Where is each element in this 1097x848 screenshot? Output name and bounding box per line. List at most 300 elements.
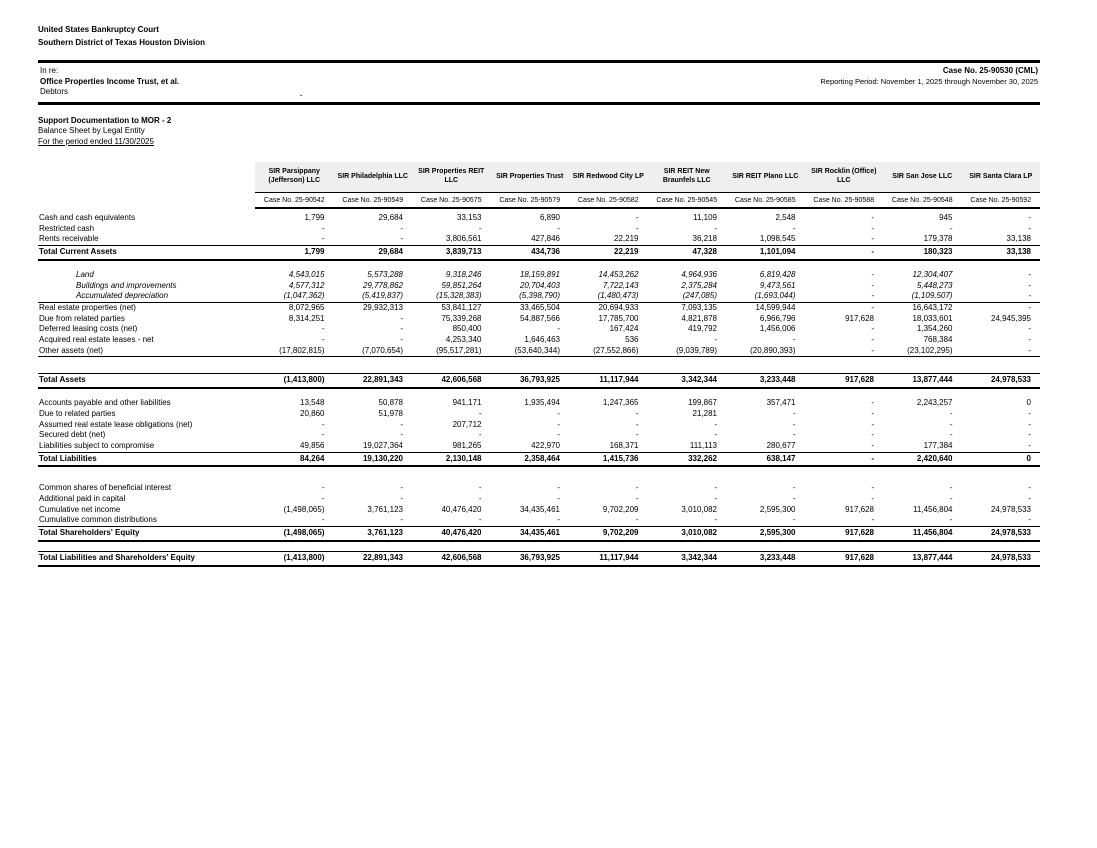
cell-value: 42,606,568 — [441, 375, 482, 385]
entity-name-header: SIR Philadelphia LLC — [334, 162, 413, 193]
cell-value: - — [321, 494, 325, 504]
cell-value: 20,860 — [300, 408, 325, 418]
cell-value: 6,819,428 — [759, 269, 796, 279]
cell-value: 17,785,700 — [598, 313, 639, 323]
cell-value: - — [400, 324, 403, 334]
in-re-label: In re: — [40, 66, 59, 75]
cell-value: - — [792, 483, 796, 493]
cell-value: - — [478, 515, 482, 525]
cell-value: (27,552,866) — [593, 345, 639, 355]
table-row — [38, 335, 1040, 346]
cell-value: - — [714, 430, 717, 440]
cell-value: 36,218 — [692, 234, 717, 244]
cell-value: 22,891,343 — [362, 375, 403, 385]
cell-value: 40,476,420 — [441, 528, 482, 538]
cell-value: (15,328,383) — [436, 291, 482, 301]
cell-value: (1,413,800) — [283, 375, 325, 385]
cell-value: 1,799 — [304, 247, 325, 257]
cell-value: - — [792, 335, 796, 345]
court-division: Southern District of Texas Houston Division — [38, 37, 205, 47]
cell-value: 33,138 — [1006, 247, 1031, 257]
cell-value: - — [871, 269, 874, 279]
cell-value: (23,102,295) — [907, 345, 953, 355]
cell-value: - — [871, 247, 874, 257]
cell-value: 24,978,533 — [990, 528, 1031, 538]
cell-value: 11,456,804 — [912, 528, 953, 538]
cell-value: 22,219 — [614, 234, 639, 244]
row-label: Due to related parties — [39, 408, 116, 418]
cell-value: 357,471 — [766, 398, 796, 408]
entity-case-no: Case No. 25-90579 — [491, 193, 570, 209]
cell-value: 59,851,264 — [441, 280, 482, 290]
table-row — [38, 494, 1040, 505]
cell-value: (1,413,800) — [283, 552, 325, 562]
cell-value: 981,265 — [452, 440, 482, 450]
row-label: Total Liabilities — [39, 453, 97, 463]
cell-value: - — [949, 515, 953, 525]
row-label: Accumulated depreciation — [76, 291, 169, 301]
cell-value: 84,264 — [300, 453, 325, 463]
cell-value: - — [635, 430, 639, 440]
cell-value: 7,093,135 — [681, 302, 717, 312]
cell-value: 536 — [625, 335, 639, 345]
cell-value: - — [400, 335, 403, 345]
row-label: Real estate properties (net) — [39, 302, 136, 312]
row-label: Cash and cash equivalents — [39, 213, 136, 222]
cell-value: 111,113 — [689, 440, 717, 450]
cell-value: 29,778,862 — [362, 280, 403, 290]
table-row — [38, 483, 1040, 494]
table-row — [38, 291, 1040, 302]
cell-value: - — [871, 494, 874, 504]
cell-value: 917,628 — [845, 504, 874, 514]
cell-value: 11,456,804 — [913, 504, 953, 514]
cell-value: - — [1028, 440, 1031, 450]
cell-value: - — [400, 313, 403, 323]
doc-title-mor: Support Documentation to MOR - 2 — [38, 115, 172, 125]
table-row — [38, 213, 1040, 224]
cell-value: 18,159,891 — [519, 269, 560, 279]
spacer-row — [38, 467, 1040, 483]
doc-title-balance-sheet: Balance Sheet by Legal Entity — [38, 126, 145, 135]
cell-value: (20,890,393) — [750, 345, 796, 355]
debtor-name: Office Properties Income Trust, et al. — [40, 76, 180, 86]
cell-value: - — [871, 398, 874, 408]
cell-value: 42,606,568 — [441, 552, 482, 562]
cell-value: - — [400, 419, 403, 429]
cell-value: - — [1028, 408, 1031, 418]
cell-value: 941,171 — [452, 398, 482, 408]
cell-value: 3,010,082 — [681, 504, 717, 514]
cell-value: - — [400, 223, 403, 233]
table-body — [38, 209, 1040, 567]
cell-value: 2,420,640 — [916, 453, 953, 463]
cell-value: - — [557, 408, 560, 418]
cell-value: - — [635, 483, 639, 493]
cell-value: - — [1028, 494, 1031, 504]
cell-value: 3,233,448 — [759, 552, 796, 562]
spacer-row — [38, 389, 1040, 398]
cell-value: 1,415,736 — [602, 453, 639, 463]
table-row — [38, 270, 1040, 281]
cell-value: 24,978,533 — [990, 375, 1031, 385]
cell-value: - — [478, 408, 482, 418]
cell-value: - — [321, 223, 325, 233]
cell-value: 207,712 — [452, 419, 482, 429]
cell-value: - — [557, 430, 560, 440]
cell-value: 917,628 — [845, 375, 874, 385]
cell-value: 36,793,925 — [519, 552, 560, 562]
cell-value: - — [1028, 280, 1031, 290]
cell-value: 4,964,936 — [681, 269, 717, 279]
table-row — [38, 409, 1040, 420]
cell-value: 4,821,878 — [681, 313, 717, 323]
cell-value: - — [478, 430, 482, 440]
cell-value: 51,978 — [378, 408, 403, 418]
cell-value: - — [557, 483, 560, 493]
cell-value: - — [1028, 345, 1031, 355]
table-row — [38, 452, 1040, 468]
cell-value: 3,342,344 — [681, 375, 717, 385]
cell-value: - — [871, 419, 874, 429]
cell-value: - — [949, 483, 953, 493]
cell-value: 29,684 — [378, 213, 403, 222]
entity-case-no: Case No. 25-90585 — [726, 193, 805, 209]
spacer-row — [38, 542, 1040, 551]
table-row — [38, 526, 1040, 542]
cell-value: 34,435,461 — [519, 528, 560, 538]
cell-value: 13,548 — [300, 398, 325, 408]
cell-value: 5,573,288 — [367, 269, 403, 279]
cell-value: - — [792, 223, 796, 233]
cell-value: - — [792, 494, 796, 504]
entity-case-no: Case No. 25-90588 — [805, 193, 884, 209]
cell-value: - — [1028, 419, 1031, 429]
cell-value: - — [321, 335, 325, 345]
cell-value: 29,684 — [378, 247, 403, 257]
table-row — [38, 314, 1040, 325]
cell-value: 945 — [939, 213, 953, 222]
entity-name-header: SIR Parsippany (Jefferson) LLC — [255, 162, 334, 193]
cell-value: - — [792, 408, 796, 418]
table-row — [38, 505, 1040, 516]
cell-value: - — [400, 234, 403, 244]
cell-value: - — [635, 515, 639, 525]
cell-value: 11,117,944 — [599, 552, 639, 562]
cell-value: 1,799 — [304, 213, 325, 222]
header-label-spacer — [38, 162, 255, 193]
cell-value: (1,109,507) — [911, 291, 953, 301]
cell-value: 1,646,463 — [524, 335, 560, 345]
cell-value: 20,694,933 — [598, 302, 639, 312]
cell-value: 24,945,395 — [990, 313, 1031, 323]
cell-value: - — [557, 515, 560, 525]
cell-value: (5,398,790) — [519, 291, 560, 301]
cell-value: 8,072,965 — [288, 302, 325, 312]
case-banner-left — [40, 66, 179, 98]
cell-value: 4,577,312 — [288, 280, 325, 290]
cell-value: 2,375,284 — [681, 280, 717, 290]
cell-value: 8,314,251 — [288, 313, 325, 323]
row-label: Other assets (net) — [39, 345, 104, 355]
cell-value: - — [714, 335, 717, 345]
cell-value: - — [714, 494, 717, 504]
spacer-row — [38, 261, 1040, 270]
cell-value: - — [557, 324, 560, 334]
cell-value: 280,677 — [766, 440, 796, 450]
page-content — [38, 0, 1040, 567]
table-row — [38, 515, 1040, 526]
entity-case-no: Case No. 25-90582 — [569, 193, 648, 209]
row-label: Common shares of beneficial interest — [39, 483, 172, 493]
row-label: Additional paid in capital — [39, 494, 126, 504]
cell-value: 33,153 — [457, 213, 482, 222]
cell-value: - — [478, 483, 482, 493]
row-label: Total Assets — [39, 375, 86, 385]
cell-value: (95,517,281) — [436, 345, 482, 355]
cell-value: - — [400, 494, 403, 504]
cell-value: 2,358,464 — [524, 453, 560, 463]
cell-value: (7,070,654) — [362, 345, 403, 355]
cell-value: 3,761,123 — [367, 528, 403, 538]
cell-value: 14,599,944 — [755, 302, 796, 312]
cell-value: 29,932,313 — [362, 302, 403, 312]
cell-value: 180,323 — [923, 247, 953, 257]
row-label: Liabilities subject to compromise — [39, 440, 155, 450]
cell-value: 9,318,246 — [445, 269, 482, 279]
entity-case-no: Case No. 25-90542 — [255, 193, 334, 209]
cell-value: 3,761,123 — [367, 504, 403, 514]
cell-value: 2,243,257 — [916, 398, 953, 408]
balance-sheet-table — [38, 162, 1040, 567]
cell-value: 2,595,300 — [759, 504, 796, 514]
case-banner — [38, 60, 1040, 105]
cell-value: 9,702,209 — [602, 528, 639, 538]
cell-value: 1,354,260 — [916, 324, 953, 334]
table-row — [38, 551, 1040, 567]
cell-value: - — [321, 324, 325, 334]
cell-value: 49,856 — [300, 440, 325, 450]
cell-value: 638,147 — [766, 453, 796, 463]
cell-value: - — [714, 223, 717, 233]
entity-case-no: Case No. 25-90548 — [883, 193, 962, 209]
cell-value: 4,253,340 — [445, 335, 482, 345]
cell-value: - — [949, 419, 953, 429]
cell-value: 3,342,344 — [681, 552, 717, 562]
debtors-label: Debtors — [40, 87, 69, 96]
case-number: Case No. 25-90530 (CML) — [942, 66, 1038, 75]
cell-value: 14,453,262 — [598, 269, 639, 279]
cell-value: 768,384 — [923, 335, 953, 345]
table-row — [38, 302, 1040, 314]
cell-value: - — [871, 302, 874, 312]
cell-value: - — [871, 291, 874, 301]
cell-value: - — [871, 440, 874, 450]
cell-value: - — [321, 430, 325, 440]
cell-value: 177,384 — [923, 440, 953, 450]
cell-value: 54,887,566 — [519, 313, 560, 323]
cell-value: 419,792 — [688, 324, 717, 334]
cell-value: 332,262 — [688, 453, 717, 463]
cell-value: 5,448,273 — [916, 280, 953, 290]
table-row — [38, 324, 1040, 335]
table-row — [38, 224, 1040, 235]
cell-value: (1,498,065) — [283, 528, 325, 538]
row-label: Total Current Assets — [39, 247, 117, 257]
cell-value: - — [321, 515, 325, 525]
cell-value: (1,047,362) — [283, 291, 325, 301]
cell-value: (53,640,344) — [514, 345, 560, 355]
reporting-period: Reporting Period: November 1, 2025 through November 30, 2025 — [820, 76, 1038, 86]
entity-case-no: Case No. 25-90575 — [412, 193, 491, 209]
cell-value: 4,543,015 — [288, 269, 325, 279]
cell-value: 6,966,796 — [759, 313, 796, 323]
cell-value: - — [321, 234, 325, 244]
table-row — [38, 430, 1040, 441]
cell-value: 40,476,420 — [441, 504, 482, 514]
table-row — [38, 420, 1040, 431]
row-label: Secured debt (net) — [39, 430, 106, 440]
cell-value: - — [871, 324, 874, 334]
row-label: Buildings and improvements — [76, 280, 177, 290]
entity-name-header: SIR Redwood City LP — [569, 162, 648, 193]
cell-value: - — [871, 408, 874, 418]
entity-name-header: SIR San Jose LLC — [883, 162, 962, 193]
cell-value: - — [871, 515, 874, 525]
cell-value: 917,628 — [845, 552, 874, 562]
cell-value: (1,498,065) — [283, 504, 325, 514]
row-label: Total Liabilities and Shareholders' Equity — [39, 552, 196, 562]
cell-value: - — [1028, 324, 1031, 334]
cell-value: 167,424 — [609, 324, 639, 334]
cell-value: 33,465,504 — [519, 302, 560, 312]
cell-value: - — [635, 419, 639, 429]
cell-value: 917,628 — [845, 528, 874, 538]
cell-value: - — [792, 430, 796, 440]
cell-value: - — [1028, 515, 1031, 525]
cell-value: - — [871, 234, 874, 244]
cell-value: 0 — [1026, 398, 1031, 408]
entity-case-no: Case No. 25-90592 — [962, 193, 1041, 209]
cell-value: (1,480,473) — [597, 291, 639, 301]
cell-value: (1,693,044) — [754, 291, 796, 301]
cell-value: 21,281 — [692, 408, 717, 418]
row-label: Acquired real estate leases - net — [39, 335, 154, 345]
cell-value: - — [635, 494, 639, 504]
cell-value: - — [871, 280, 874, 290]
cell-value: 6,890 — [539, 213, 560, 222]
case-banner-right — [820, 66, 1038, 98]
cell-value: 75,339,268 — [441, 313, 482, 323]
cell-value: (17,802,815) — [279, 345, 325, 355]
court-header — [38, 24, 1040, 49]
cell-value: (5,419,837) — [362, 291, 403, 301]
cell-value: 422,970 — [531, 440, 560, 450]
cell-value: (247,085) — [682, 291, 717, 301]
cell-value: - — [949, 408, 953, 418]
cell-value: - — [871, 345, 874, 355]
cell-value: 19,130,220 — [362, 453, 403, 463]
cell-value: - — [1028, 269, 1031, 279]
cell-value: (9,039,789) — [676, 345, 717, 355]
cell-value: - — [557, 494, 560, 504]
cell-value: 179,378 — [923, 234, 953, 244]
cell-value: - — [792, 419, 796, 429]
row-label: Assumed real estate lease obligations (net) — [39, 419, 193, 429]
cell-value: - — [1028, 223, 1031, 233]
cell-value: - — [714, 419, 717, 429]
cell-value: - — [478, 494, 482, 504]
cell-value: 12,304,407 — [912, 269, 953, 279]
cell-value: 434,736 — [531, 247, 560, 257]
cell-value: 0 — [1026, 453, 1031, 463]
entity-case-no: Case No. 25-90545 — [648, 193, 727, 209]
cell-value: 199,867 — [688, 398, 717, 408]
cell-value: 16,643,172 — [912, 302, 953, 312]
cell-value: - — [714, 483, 717, 493]
cell-value: - — [478, 223, 482, 233]
cell-value: 50,878 — [378, 398, 403, 408]
table-row — [38, 441, 1040, 452]
table-row — [38, 281, 1040, 292]
court-name: United States Bankruptcy Court — [38, 25, 159, 34]
cell-value: - — [1028, 483, 1031, 493]
cell-value: - — [400, 515, 403, 525]
cell-value: 18,033,601 — [912, 313, 953, 323]
table-row — [38, 398, 1040, 409]
cell-value: - — [871, 430, 874, 440]
cell-value: 427,846 — [531, 234, 560, 244]
table-header-row — [38, 162, 1040, 193]
row-label: Cumulative net income — [39, 504, 121, 514]
row-label: Total Shareholders' Equity — [39, 528, 140, 538]
table-row — [38, 373, 1040, 389]
cell-value: 1,456,006 — [759, 324, 796, 334]
row-label: Land — [76, 269, 94, 279]
row-label: Cumulative common distributions — [39, 515, 157, 525]
entity-name-header: SIR Properties REIT LLC — [412, 162, 491, 193]
cell-value: 3,010,082 — [681, 528, 717, 538]
cell-value: 917,628 — [845, 313, 874, 323]
cell-value: 24,978,533 — [990, 552, 1031, 562]
cell-value: - — [1028, 430, 1031, 440]
table-row — [38, 346, 1040, 358]
cell-value: 1,098,545 — [759, 234, 796, 244]
cell-value: 1,101,094 — [759, 247, 796, 257]
cell-value: 2,130,148 — [445, 453, 482, 463]
entity-case-no: Case No. 25-90549 — [334, 193, 413, 209]
cell-value: - — [1028, 335, 1031, 345]
document-titles — [38, 116, 1040, 148]
cell-value: - — [635, 213, 639, 222]
cell-value: 7,722,143 — [602, 280, 639, 290]
cell-value: 3,233,448 — [759, 375, 796, 385]
cell-value: 2,548 — [775, 213, 796, 222]
cell-value: - — [1028, 302, 1031, 312]
cell-value: 3,806,561 — [445, 234, 482, 244]
cell-value: 9,702,209 — [602, 504, 639, 514]
row-label: Deferred leasing costs (net) — [39, 324, 138, 334]
cell-value: - — [321, 419, 325, 429]
cell-value: 1,935,494 — [524, 398, 560, 408]
cell-value: 20,704,403 — [519, 280, 560, 290]
row-label: Due from related parties — [39, 313, 125, 323]
row-label: Rents receivable — [39, 234, 99, 244]
cell-value: 34,435,461 — [519, 504, 560, 514]
cell-value: 13,877,444 — [912, 552, 953, 562]
cell-value: - — [1028, 213, 1031, 222]
entity-name-header: SIR Rocklin (Office) LLC — [805, 162, 884, 193]
